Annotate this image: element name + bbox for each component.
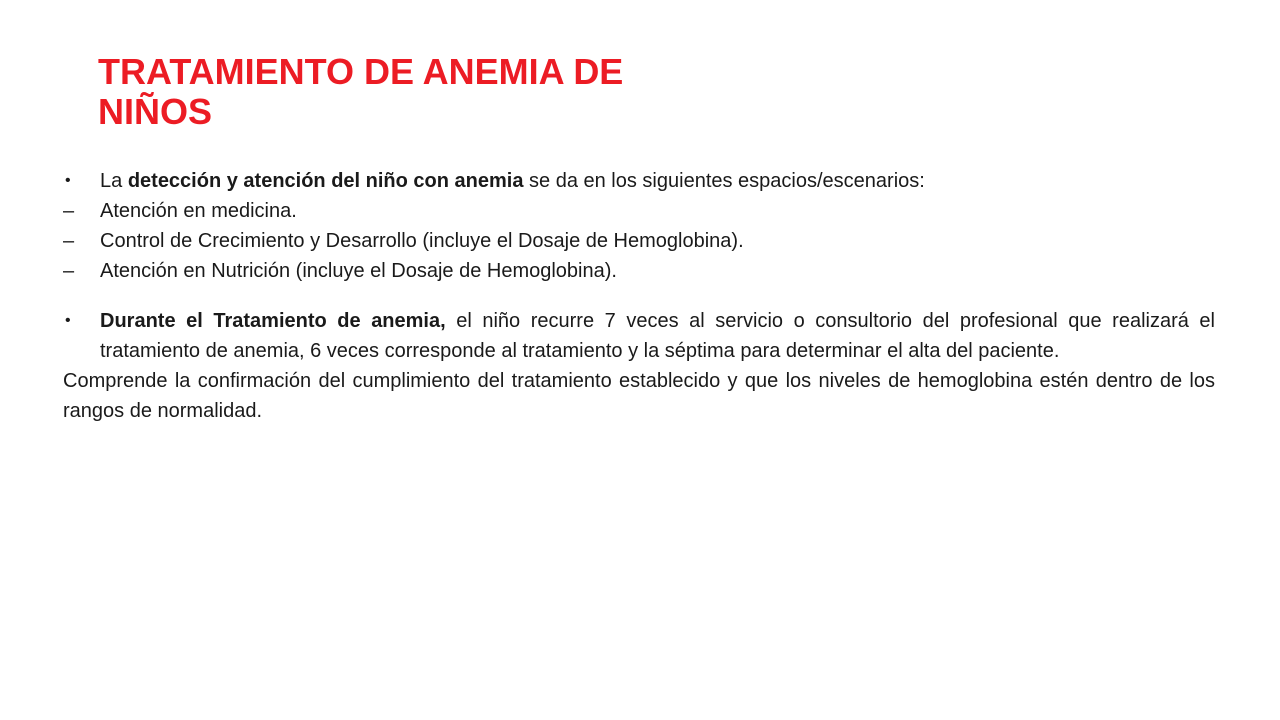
subitem-text: Atención en Nutrición (incluye el Dosaje de Hemoglobina). [100,260,617,282]
dash-icon: – [63,200,75,222]
dash-icon: – [63,230,75,252]
bullet-treatment-text: el niño recurre 7 veces al servicio o consultorio del profesional que realizará el tratamiento de anemia, 6 veces corresponde al tratamiento y la séptima para determinar el alta del paciente. [100,310,1215,362]
subitem-text: Atención en medicina. [100,200,297,222]
bullet-icon: • [65,172,71,189]
closing-paragraph: Comprende la confirmación del cumplimiento del tratamiento establecido y que los niveles de hemoglobina estén dentro de los rangos de normalidad. [63,370,1215,422]
slide-body [63,166,1215,426]
dash-icon: – [63,260,75,282]
subitem-text: Control de Crecimiento y Desarrollo (incluye el Dosaje de Hemoglobina). [100,230,744,252]
bullet-detection-prefix: La [100,170,128,192]
subitem-nutricion [63,256,1215,286]
spacer [63,286,1215,306]
subitem-medicina [63,196,1215,226]
bullet-treatment [63,306,1215,366]
subitem-cred [63,226,1215,256]
slide-title [98,52,798,132]
title-line-1: TRATAMIENTO DE ANEMIA DE [98,51,624,92]
bullet-detection-bold: detección y atención del niño con anemia [127,170,524,192]
title-line-2: NIÑOS [98,91,213,132]
bullet-detection [63,166,1215,196]
bullet-treatment-bold: Durante el Tratamiento de anemia, [100,310,446,332]
bullet-icon: • [65,312,71,329]
bullet-detection-suffix: se da en los siguientes espacios/escenarios: [523,170,925,192]
